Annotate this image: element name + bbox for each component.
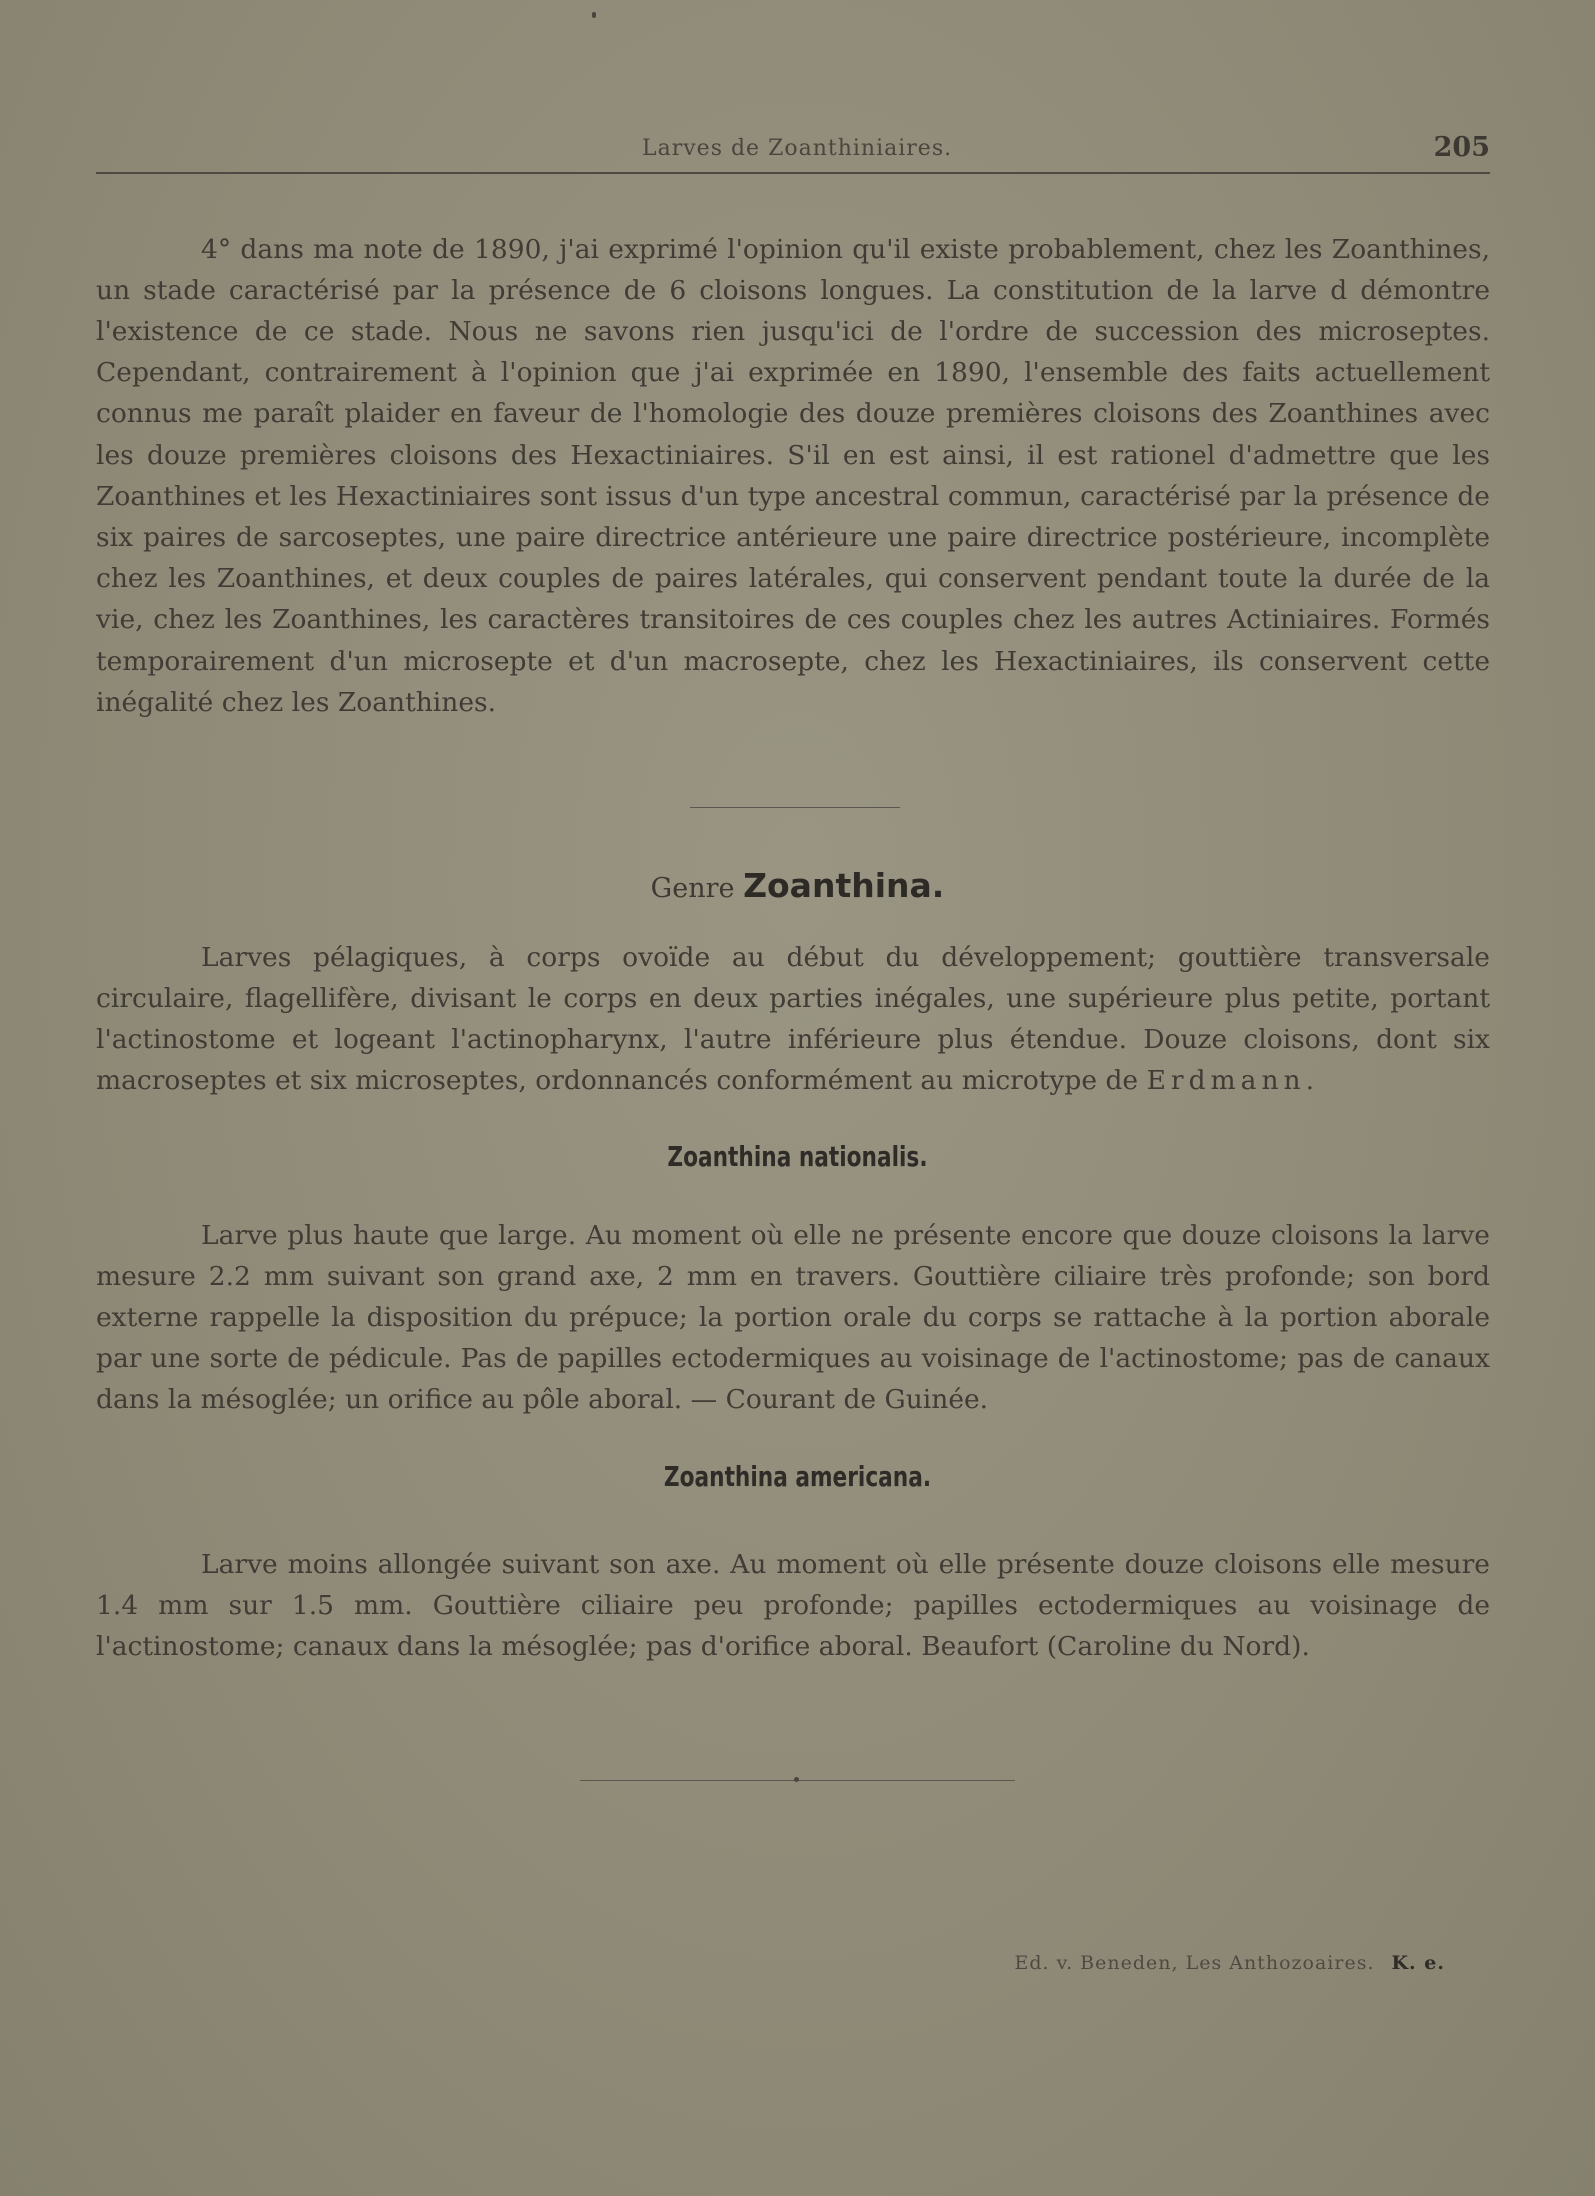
section-divider <box>690 807 900 808</box>
footer-credit: Ed. v. Beneden, Les Anthozoaires. <box>1014 1952 1375 1974</box>
species-description-americana: Larve moins allongée suivant son axe. Au moment où elle présente douze cloisons elle mesure 1.4 mm sur 1.5 mm. Gouttière ciliaire peu profonde; papilles ectodermiques au voisinage de l'actinostome; canaux dans la mésoglée; pas d'orifice aboral. Beaufort (Caroline du Nord). <box>96 1548 1490 1662</box>
genre-prefix: Genre <box>650 873 735 904</box>
page-footer <box>1015 1952 1445 1974</box>
running-title: Larves de Zoanthiniaires. <box>642 136 953 161</box>
genre-description-text: Larves pélagiques, à corps ovoïde au début du développement; gouttière transversale circulaire, flagellifère, divisant le corps en deux parties inégales, une supérieure plus petite, portant l'actinostome et logeant l'actinopharynx, l'autre inférieure plus étendue. Douze cloisons, dont six macroseptes et six microseptes, ordonnancés conformément au microtype de <box>96 941 1490 1097</box>
genre-name: Zoanthina. <box>743 866 945 905</box>
ink-speck <box>592 12 596 18</box>
intro-paragraph: 4° dans ma note de 1890, j'ai exprimé l'opinion qu'il existe probablement, chez les Zoanthines, un stade caractérisé par la présence de 6 cloisons longues. La constitution de la larve d démontre l'existence de ce stade. Nous ne savons rien jusqu'ici de l'ordre de succession des microseptes. Cependant, contrairement à l'opinion que j'ai exprimée en 1890, l'ensemble des faits actuellement connus me paraît plaider en faveur de l'homologie des douze premières cloisons des Zoanthines avec les douze premières cloisons des Hexactiniaires. S'il en est ainsi, il est rationel d'admettre que les Zoanthines et les Hexactiniaires sont issus d'un type ancestral commun, caractérisé par la présence de six paires de sarcoseptes, une paire directrice antérieure une paire directrice postérieure, incomplète chez les Zoanthines, et deux couples de paires latérales, qui conservent pendant toute la durée de la vie, chez les Zoanthines, les caractères transitoires de ces couples chez les autres Actiniaires. Formés temporairement d'un microsepte et d'un macrosepte, chez les Hexactiniaires, ils conservent cette inégalité chez les Zoanthines. <box>96 233 1490 718</box>
species-heading-nationalis: Zoanthina nationalis. <box>667 1140 928 1173</box>
end-divider-dot <box>794 1777 799 1782</box>
genre-description <box>96 937 1490 1102</box>
species-heading-americana: Zoanthina americana. <box>663 1460 932 1493</box>
running-header <box>96 132 1490 174</box>
species-description-nationalis: Larve plus haute que large. Au moment où elle ne présente encore que douze cloisons la larve mesure 2.2 mm suivant son grand axe, 2 mm en travers. Gouttière ciliaire très profonde; son bord externe rappelle la disposition du prépuce; la portion orale du corps se rattache à la portion aborale par une sorte de pédicule. Pas de papilles ectodermiques au voisinage de l'actinostome; pas de canaux dans la mésoglée; un orifice au pôle aboral. — Courant de Guinée. <box>96 1219 1490 1416</box>
footer-signature: K. e. <box>1391 1952 1445 1974</box>
genre-heading <box>0 866 1595 905</box>
page-number: 205 <box>1433 132 1490 163</box>
genre-description-author: Erdmann. <box>1146 1065 1320 1097</box>
